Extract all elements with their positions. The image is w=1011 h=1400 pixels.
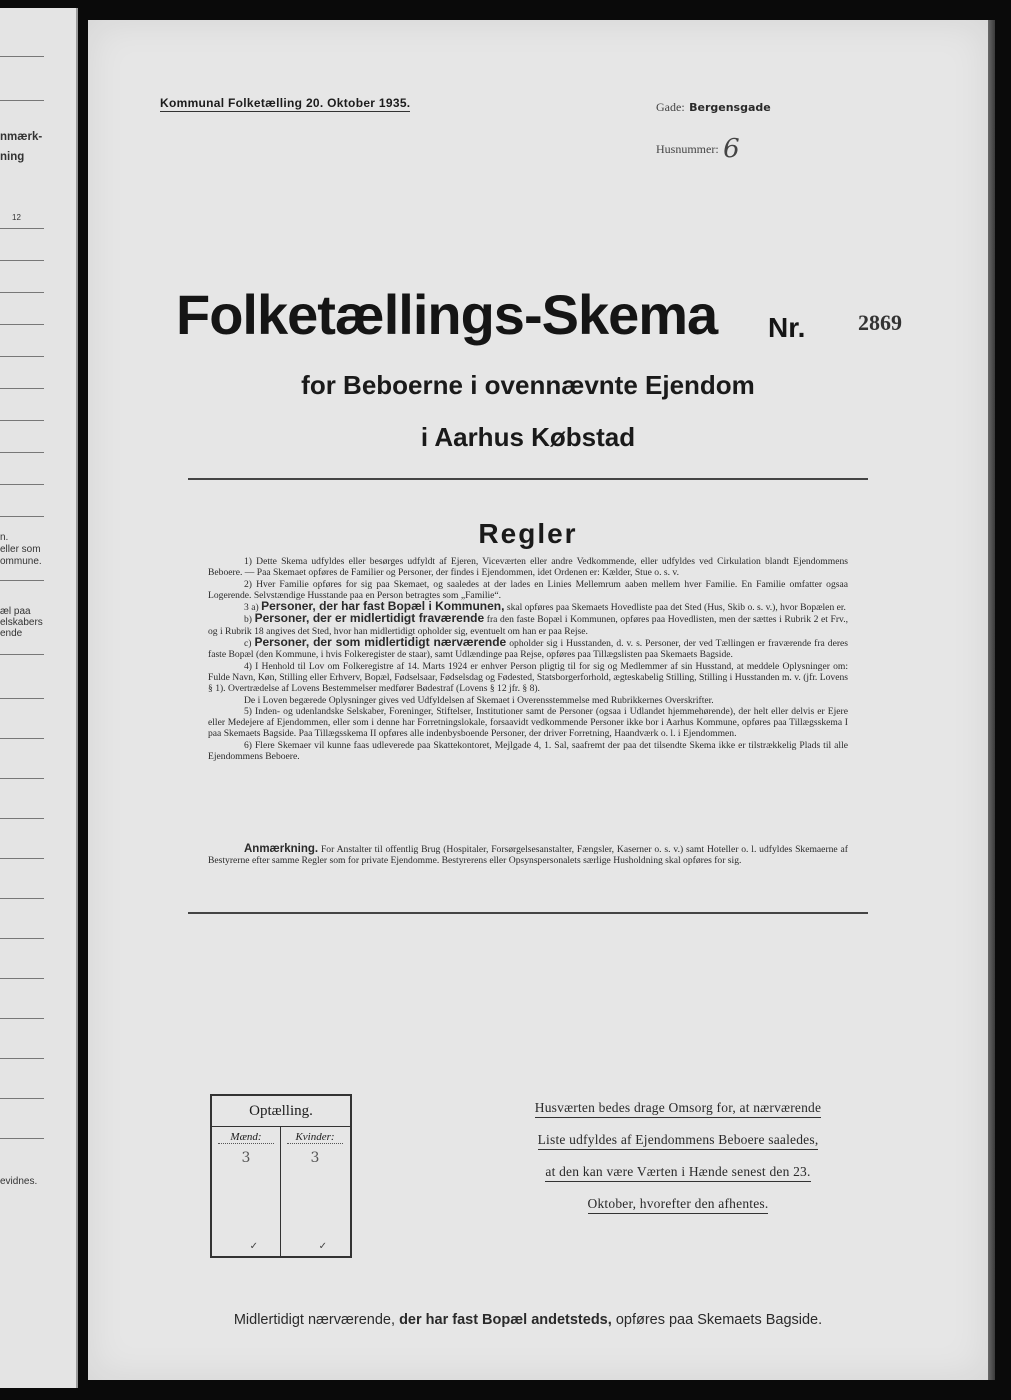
rule-3b-heading: Personer, der er midlertidigt fraværende: [254, 611, 485, 626]
left-page-fragment: eller som: [0, 544, 41, 555]
rule-3c-number: c): [244, 638, 252, 650]
form-title: Folketællings-Skema: [176, 283, 718, 346]
notice-line: Husværten bedes drage Omsorg for, at nærværende: [535, 1100, 821, 1118]
note-text: For Anstalter til offentlig Brug (Hospitaler, Forsørgelsesanstalter, Fængsler, Kaserner o. s. v.) samt Hoteller o. l. udfyldes Skemaerne af Bestyrerne efter samme Regler som for private Ejendomme. Bestyrerens eller Opsynspersonalets særlige Husholdning skal opføres for sig.: [208, 844, 848, 867]
notice-line: Oktober, hvorefter den afhentes.: [588, 1196, 769, 1214]
left-page-heading-2: ning: [0, 151, 25, 163]
men-label: Mænd:: [218, 1131, 274, 1144]
check-mark-icon: ✓: [318, 1241, 327, 1252]
form-number-value: 2869: [858, 310, 902, 335]
street-field: [656, 98, 771, 116]
footer-part-2: der har fast Bopæl andetsteds,: [399, 1312, 612, 1328]
census-header: Kommunal Folketælling 20. Oktober 1935.: [160, 96, 411, 110]
left-page-fragment: n.: [0, 532, 9, 543]
rules-body: [208, 556, 848, 762]
rule-6: 6) Flere Skemaer vil kunne faas udleverede paa Skattekontoret, Mejlgade 4, 1. Sal, saafremt der paa det tilsendte Skema ikke er tilstrækkelig Plads til alle Ejendommens Beboere.: [208, 739, 848, 763]
men-count-value: 3: [241, 1150, 251, 1166]
men-count-column: [212, 1127, 281, 1256]
count-box: [210, 1094, 352, 1258]
divider: [188, 478, 868, 480]
landlord-notice: [508, 1100, 848, 1228]
notice-line: Liste udfyldes af Ejendommens Beboere saaledes,: [538, 1132, 819, 1150]
rule-3a-text: skal opføres paa Skemaets Hovedliste paa det Sted (Hus, Skib o. s. v.), hvor Bopælen er.: [506, 602, 846, 614]
left-page-edge: [0, 8, 78, 1388]
footer-part-1: Midlertidigt nærværende,: [233, 1312, 396, 1328]
women-count-column: [281, 1127, 349, 1256]
form-subtitle: for Beboerne i ovennævnte Ejendom: [301, 370, 755, 400]
left-page-heading: nmærk-: [0, 131, 43, 143]
rule-3b: [208, 613, 848, 637]
rules-heading: Regler: [478, 518, 578, 549]
footer-instruction: [88, 1312, 968, 1328]
left-page-fragment: æl paa: [0, 606, 31, 617]
check-mark-icon: ✓: [249, 1241, 258, 1252]
divider: [188, 912, 868, 914]
house-number-field: [656, 134, 740, 164]
rule-3b-text: fra den faste Bopæl i Kommunen, opføres paa Hovedlisten, men der sættes i Rubrik 2 et Frv., og i Rubrik 18 angives det Sted, hvor han midlertidigt opholder sig, eventuelt om han er paa Rejse.: [208, 614, 849, 637]
street-value: Bergensgade: [689, 101, 771, 114]
rule-3a-number: 3 a): [244, 602, 259, 614]
rule-3c: [208, 637, 848, 661]
women-label: Kvinder:: [287, 1131, 343, 1144]
rule-3a-heading: Personer, der har fast Bopæl i Kommunen,: [261, 599, 505, 614]
left-page-fragment: ende: [0, 628, 23, 639]
left-page-fragment: elskabers: [0, 617, 43, 628]
note-paragraph: [208, 844, 848, 867]
house-number-value: 6: [723, 134, 740, 164]
notice-line: at den kan være Værten i Hænde senest den 23.: [545, 1164, 810, 1182]
census-form-page: [88, 20, 988, 1380]
rule-3c-heading: Personer, der som midlertidigt nærværende: [254, 635, 507, 650]
street-label: Gade:: [656, 100, 685, 114]
rule-5: 5) Inden- og udenlandske Selskaber, Foreninger, Stiftelser, Institutioner samt de Personer (ogsaa i Udlandet hjemmehørende), der helt eller delvis er Ejere eller Medejere af Ejendommen, eller som i denne har Forretningslokale, forsaavidt vedkommende Personer ikke bor i Aarhus Kommune, opføres paa Tillægsskema I paa Skemaets Bagside. Paa Tillægsskema II opføres alle indenbysboende Personer, der driver Forretning, Haandværk o. l. i Ejendommen.: [208, 705, 848, 740]
count-title: Optælling.: [212, 1096, 350, 1127]
note-label: Anmærkning.: [244, 843, 319, 855]
women-count-value: 3: [310, 1150, 320, 1166]
rule-3b-number: b): [244, 614, 252, 626]
form-number-label: Nr.: [768, 312, 806, 343]
left-page-fragment: ommune.: [0, 556, 42, 567]
house-number-label: Husnummer:: [656, 142, 719, 156]
rule-4: 4) I Henhold til Lov om Folkeregistre af 14. Marts 1924 er enhver Person pligtig til for sig og Medlemmer af sin Husstand, at meddele Oplysninger om: Fulde Navn, Køn, Stilling eller Erhverv, Bopæl, Fødselsaar, Fødselsdag og Fødested, Statsborgerforhold, ægteskabelig Stilling, Stilling i Husstanden m. v. (jfr. Lovens § 1). Overtrædelse af Lovens Bestemmelser medfører Bødestraf (Lovens § 12 jfr. § 8).: [208, 660, 848, 695]
left-page-fragment: evidnes.: [0, 1176, 38, 1187]
rule-1: 1) Dette Skema udfyldes eller besørges udfyldt af Ejeren, Viceværten eller andre Vedkommende, eller udfyldes ved Cirkulation blandt Ejendommens Beboere. — Paa Skemaet opføres de Familier og Personer, der findes i Ejendommen, idet Ordenen er: Kælder, Stue o. s. v.: [208, 556, 848, 579]
footer-part-3: opføres paa Skemaets Bagside.: [615, 1312, 823, 1328]
form-location: i Aarhus Købstad: [420, 422, 636, 452]
left-page-number: 12: [12, 213, 21, 222]
rule-3c-text: opholder sig i Husstanden, d. v. s. Personer, der ved Tællingen er fraværende fra deres faste Bopæl (den Kommune, i hvis Folkeregister de staar), samt Udlændinge paa Rejse, opføres paa Tillægslisten paa Skemaets Bagside.: [208, 638, 849, 661]
rule-2: 2) Hver Familie opføres for sig paa Skemaet, og saaledes at der lades en Linies Mellemrum aaben mellem hver Familie. En Familie omfatter ogsaa Logerende. Selvstændige Husstande paa en Person betragtes som „Familie“.: [208, 578, 848, 601]
rule-4b: De i Loven begærede Oplysninger gives ved Udfyldelsen af Skemaet i Overensstemmelse med Rubrikkernes Overskrifter.: [244, 694, 714, 706]
